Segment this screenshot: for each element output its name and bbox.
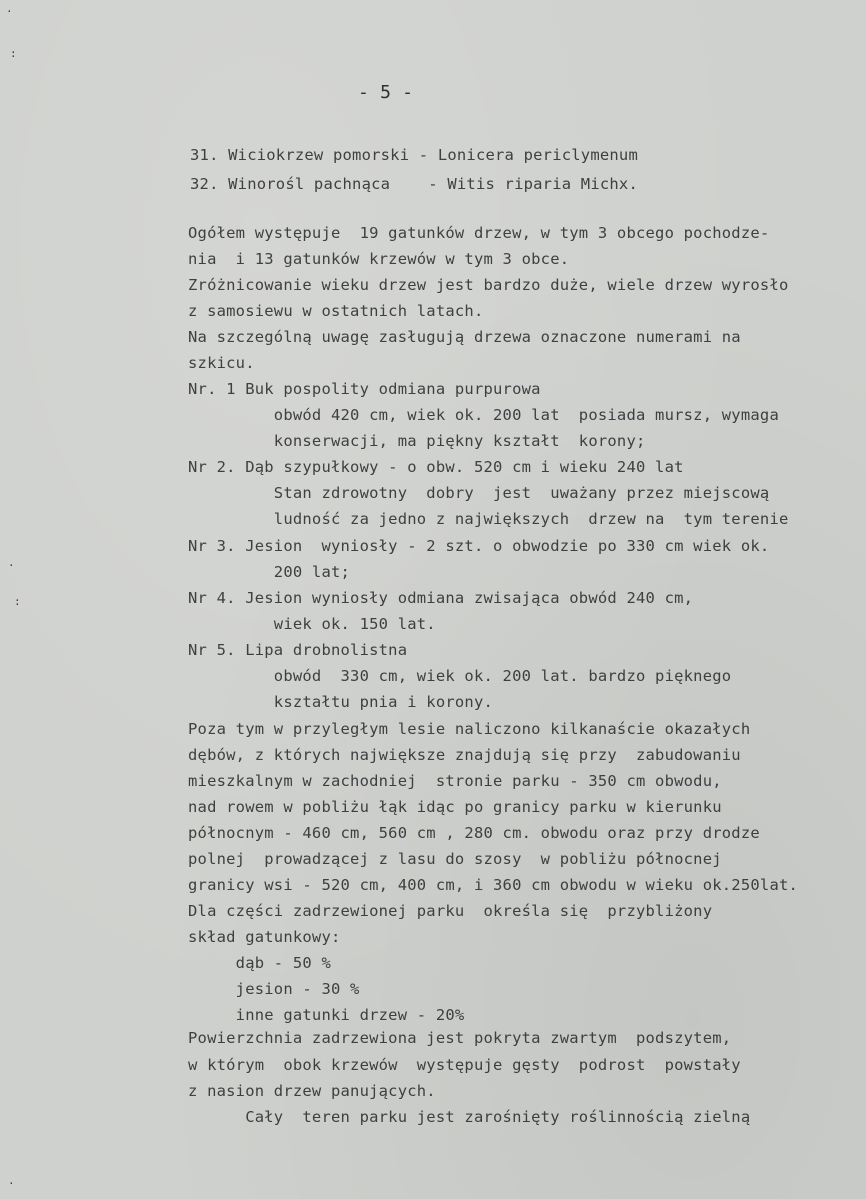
text-line: nad rowem w pobliżu łąk idąc po granicy parku w kierunku bbox=[188, 798, 722, 816]
page-number: - 5 - bbox=[358, 82, 414, 103]
margin-mark: · bbox=[8, 1177, 15, 1190]
text-line: 32. Winorośl pachnąca - Witis riparia Michx. bbox=[190, 175, 638, 193]
text-line: Zróżnicowanie wieku drzew jest bardzo duże, wiele drzew wyrosło bbox=[188, 276, 789, 294]
text-line: obwód 420 cm, wiek ok. 200 lat posiada mursz, wymaga bbox=[188, 406, 779, 424]
text-line: Ogółem występuje 19 gatunków drzew, w tym 3 obcego pochodze- bbox=[188, 224, 770, 242]
text-line: Nr 4. Jesion wyniosły odmiana zwisająca obwód 240 cm, bbox=[188, 589, 694, 607]
text-line: 31. Wiciokrzew pomorski - Lonicera periclymenum bbox=[190, 146, 638, 164]
margin-mark: · bbox=[8, 559, 15, 572]
text-line: wiek ok. 150 lat. bbox=[188, 615, 436, 633]
text-line: nia i 13 gatunków krzewów w tym 3 obce. bbox=[188, 250, 570, 268]
text-line: Na szczególną uwagę zasługują drzewa oznaczone numerami na bbox=[188, 328, 741, 346]
text-line: 200 lat; bbox=[188, 563, 351, 581]
text-line: jesion - 30 % bbox=[188, 980, 360, 998]
text-line: mieszkalnym w zachodniej stronie parku - 350 cm obwodu, bbox=[188, 772, 722, 790]
text-line: Nr. 1 Buk pospolity odmiana purpurowa bbox=[188, 380, 541, 398]
text-line: Nr 3. Jesion wyniosły - 2 szt. o obwodzie po 330 cm wiek ok. bbox=[188, 537, 770, 555]
text-line: Nr 5. Lipa drobnolistna bbox=[188, 641, 408, 659]
text-line: Poza tym w przyległym lesie naliczono kilkanaście okazałych bbox=[188, 720, 751, 738]
margin-mark: · bbox=[6, 5, 13, 18]
text-line: inne gatunki drzew - 20% bbox=[188, 1006, 465, 1024]
text-line: konserwacji, ma piękny kształt korony; bbox=[188, 432, 646, 450]
text-line: z nasion drzew panujących. bbox=[188, 1082, 436, 1100]
text-line: z samosiewu w ostatnich latach. bbox=[188, 302, 484, 320]
text-line: Stan zdrowotny dobry jest uważany przez miejscową bbox=[188, 484, 770, 502]
margin-mark: : bbox=[14, 595, 21, 608]
text-line: granicy wsi - 520 cm, 400 cm, i 360 cm obwodu w wieku ok.250lat. bbox=[188, 876, 799, 894]
text-line: w którym obok krzewów występuje gęsty podrost powstały bbox=[188, 1056, 741, 1074]
text-line: Nr 2. Dąb szypułkowy - o obw. 520 cm i wieku 240 lat bbox=[188, 458, 684, 476]
text-line: Cały teren parku jest zarośnięty roślinnością zielną bbox=[188, 1108, 751, 1126]
text-line: obwód 330 cm, wiek ok. 200 lat. bardzo pięknego bbox=[188, 667, 732, 685]
margin-mark: : bbox=[10, 47, 17, 60]
text-line: kształtu pnia i korony. bbox=[188, 693, 494, 711]
text-line: dębów, z których największe znajdują się przy zabudowaniu bbox=[188, 746, 741, 764]
text-line: ludność za jedno z największych drzew na tym terenie bbox=[188, 510, 789, 528]
text-line: szkicu. bbox=[188, 354, 255, 372]
text-line: północnym - 460 cm, 560 cm , 280 cm. obwodu oraz przy drodze bbox=[188, 824, 760, 842]
text-line: Dla części zadrzewionej parku określa się przybliżony bbox=[188, 902, 713, 920]
text-line: dąb - 50 % bbox=[188, 954, 331, 972]
text-line: polnej prowadzącej z lasu do szosy w pobliżu północnej bbox=[188, 850, 722, 868]
text-line: skład gatunkowy: bbox=[188, 928, 341, 946]
text-line: Powierzchnia zadrzewiona jest pokryta zwartym podszytem, bbox=[188, 1029, 732, 1047]
